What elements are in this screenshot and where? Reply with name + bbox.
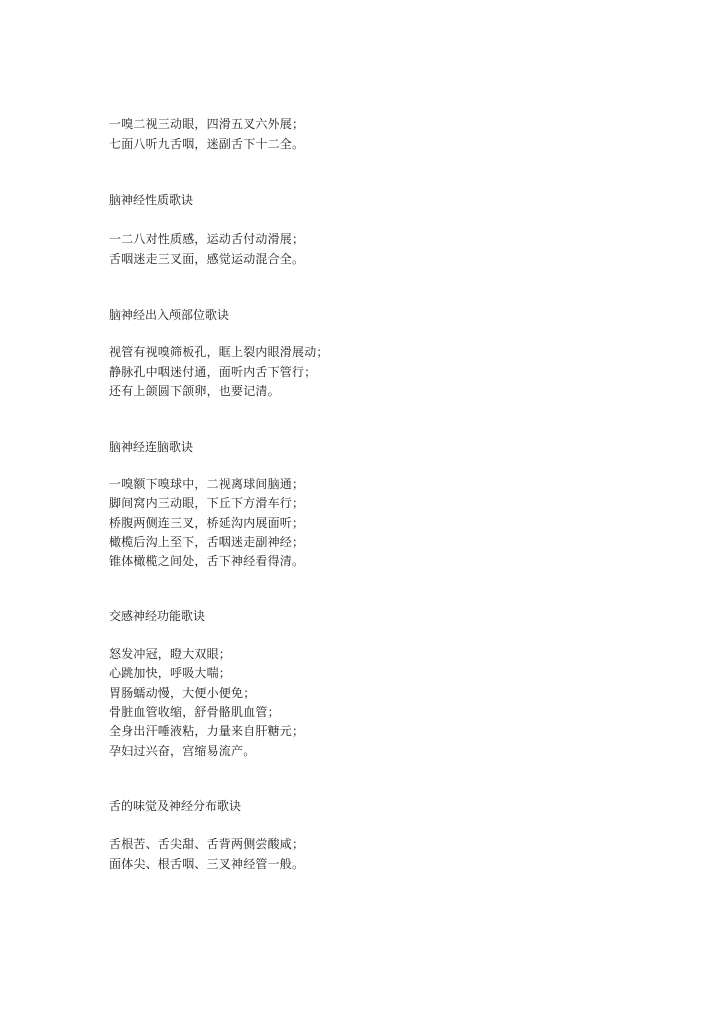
section-line: 面体尖、根舌咽、三叉神经管一般。 [109,857,305,871]
section-line: 静脉孔中咽迷付通，面听内舌下管行； [109,365,317,379]
intro-line-1: 一嗅二视三动眼，四滑五叉六外展； [109,117,305,131]
section-line: 一嗅额下嗅球中，二视离球间脑通； [109,477,305,491]
section-line: 全身出汗唾液粘，力量来自肝糖元； [109,724,305,738]
section-title: 脑神经出入颅部位歌诀 [109,308,230,322]
section-line: 视管有视嗅筛板孔，眶上裂内眼滑展动； [109,345,329,359]
section-line: 孕妇过兴奋，宫缩易流产。 [109,744,256,758]
section-line: 怒发冲冠，瞪大双眼； [109,647,232,661]
section-title: 脑神经性质歌诀 [109,193,194,207]
intro-line-2: 七面八听九舌咽，迷副舌下十二全。 [109,137,305,151]
section-line: 还有上颌圆下颌卵，也要记清。 [109,384,280,398]
section-line: 舌咽迷走三叉面，感觉运动混合全。 [109,252,305,266]
section-line: 桥腹两侧连三叉，桥延沟内展面听； [109,516,305,530]
section-line: 一二八对性质感，运动舌付动滑展； [109,232,305,246]
section-line: 心跳加快，呼吸大喘； [109,666,232,680]
section-line: 舌根苦、舌尖甜、舌背两侧尝酸咸； [109,837,305,851]
section-line: 橄榄后沟上至下，舌咽迷走副神经； [109,535,305,549]
section-title: 脑神经连脑歌诀 [109,440,194,454]
section-line: 胃肠蠕动慢，大便小便免； [109,686,256,700]
section-title: 舌的味觉及神经分布歌诀 [109,799,242,813]
section-line: 骨脏血管收缩，舒骨骼肌血管； [109,705,280,719]
section-line: 脚间窝内三动眼，下丘下方滑车行； [109,496,305,510]
section-line: 锥体橄榄之间处，舌下神经看得清。 [109,554,305,568]
section-title: 交感神经功能歌诀 [109,609,206,623]
